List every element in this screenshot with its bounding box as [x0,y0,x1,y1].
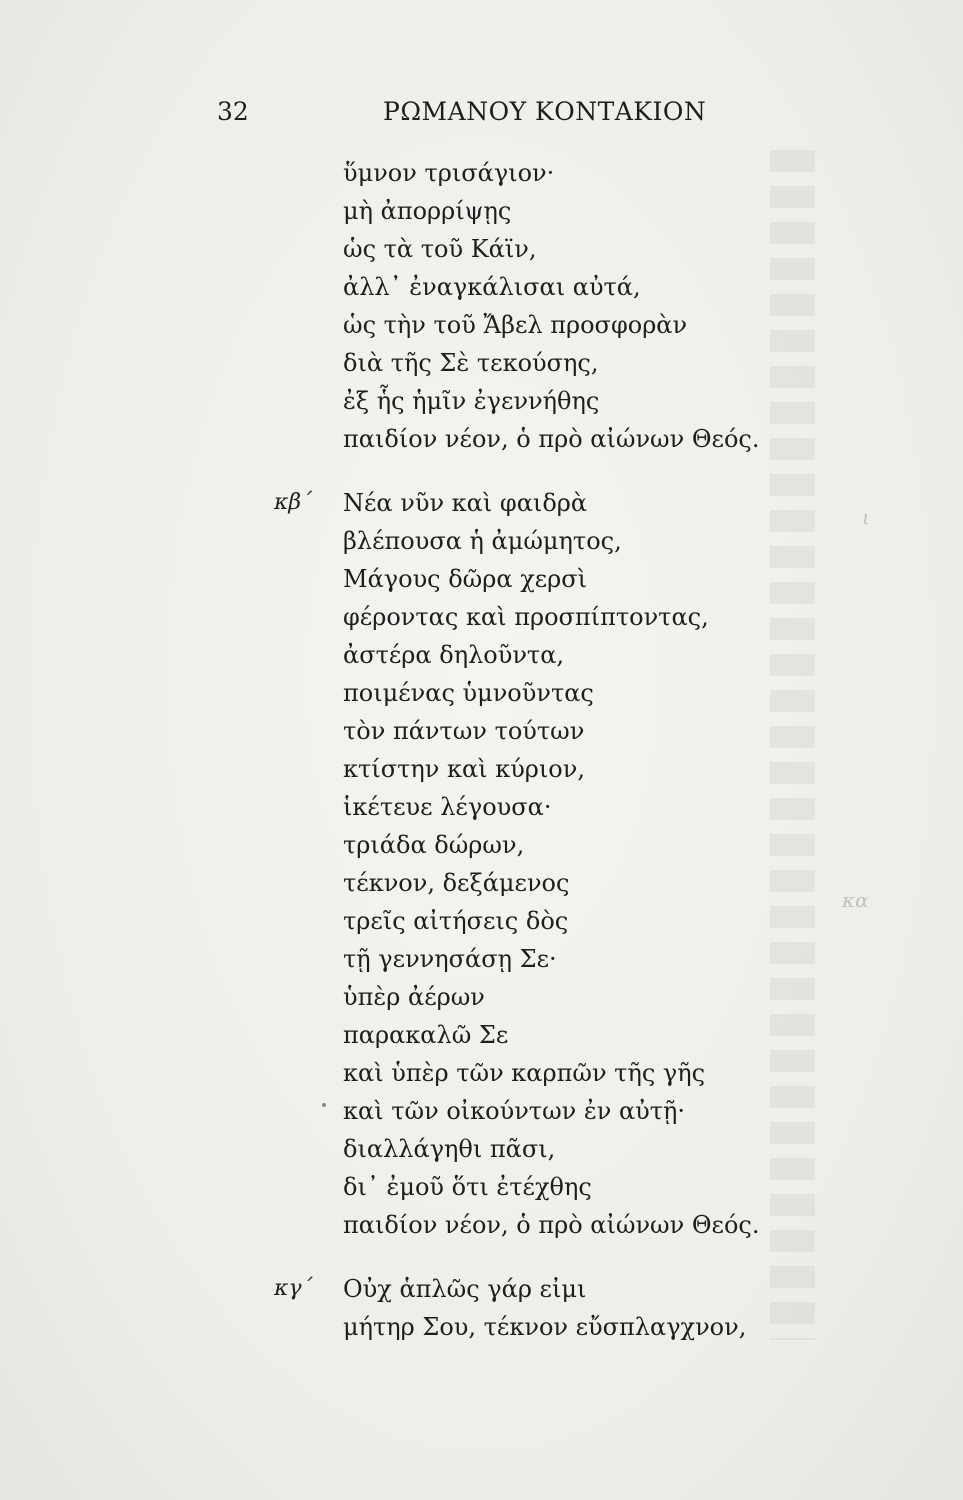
verse-line: ἐξ ἧς ἡμῖν ἐγεννήθης [343,387,600,415]
verse-line: τριάδα δώρων, [343,831,525,859]
stanza-kg [0,1270,963,1346]
stanza-continuation [0,154,963,458]
ink-speck [322,1103,326,1107]
verse-line: δι᾽ ἐμοῦ ὅτι ἐτέχθης [343,1173,592,1201]
verse-line: τῇ γεννησάσῃ Σε· [343,945,557,973]
poem-text [0,154,963,1346]
verse-line: παρακαλῶ Σε [343,1021,509,1049]
verse-line: ἀλλ᾽ ἐναγκάλισαι αὐτά, [343,273,641,301]
refrain-line: παιδίον νέον, ὁ πρὸ αἰώνων Θεός. [343,425,760,453]
verse-line: ἱκέτευε λέγουσα· [343,793,552,821]
verse-line: διὰ τῆς Σὲ τεκούσης, [343,349,599,377]
margin-note: ι [862,505,870,529]
verse-line: ὡς τὴν τοῦ Ἄβελ προσφορὰν [343,311,688,339]
stanza-number: κγ΄ [274,1276,313,1301]
verse-line: τρεῖς αἰτήσεις δὸς [343,907,569,935]
verse-line: τέκνον, δεξάμενος [343,869,570,897]
running-title: ΡΩΜΑΝΟΥ ΚΟΝΤΑΚΙΟΝ [383,97,707,126]
stanza-number: κβ΄ [274,490,313,515]
margin-note: κα [842,888,869,912]
verse-line: μήτηρ Σου, τέκνον εὔσπλαγχνον, [343,1313,747,1341]
verse-line: τὸν πάντων τούτων [343,717,585,745]
stanza-kb [0,484,963,1244]
verse-line: Νέα νῦν καὶ φαιδρὰ [343,489,588,517]
verse-line: μὴ ἀπορρίψῃς [343,197,512,225]
verse-line: Οὐχ ἁπλῶς γάρ εἰμι [343,1275,587,1303]
verse-line: καὶ τῶν οἰκούντων ἐν αὐτῇ· [343,1097,686,1125]
verse-line: Μάγους δῶρα χερσὶ [343,565,588,593]
verse-line: βλέπουσα ἡ ἀμώμητος, [343,527,622,555]
verse-line: ποιμένας ὑμνοῦντας [343,679,594,707]
verse-line: ἀστέρα δηλοῦντα, [343,641,565,669]
page-number: 32 [217,97,249,126]
verse-line: διαλλάγηθι πᾶσι, [343,1135,556,1163]
refrain-line: παιδίον νέον, ὁ πρὸ αἰώνων Θεός. [343,1211,760,1239]
page-header [0,92,963,132]
verse-line: φέροντας καὶ προσπίπτοντας, [343,603,709,631]
verse-line: ὕμνον τρισάγιον· [343,159,555,187]
verse-line: κτίστην καὶ κύριον, [343,755,585,783]
verse-line: ὡς τὰ τοῦ Κάϊν, [343,235,537,263]
verse-line: καὶ ὑπὲρ τῶν καρπῶν τῆς γῆς [343,1059,706,1087]
verse-line: ὑπὲρ ἀέρων [343,983,485,1011]
